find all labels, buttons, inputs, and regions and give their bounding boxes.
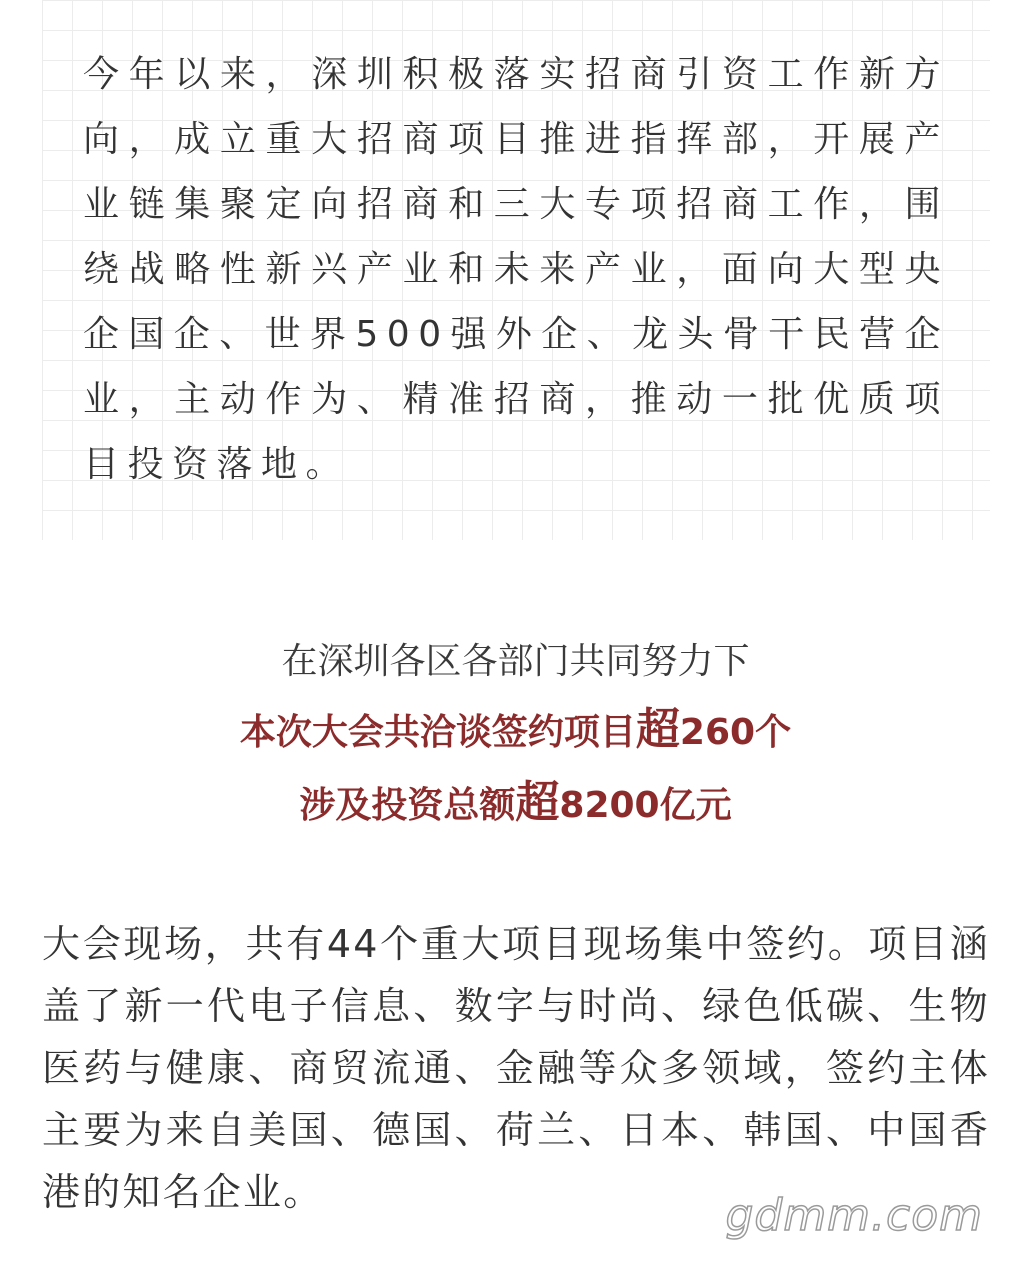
signed-projects-emphasis: 超 xyxy=(635,704,680,755)
watermark-logo: gdmm.com xyxy=(725,1190,983,1241)
investment-total-value: 8200亿元 xyxy=(559,785,732,826)
highlight-signed-projects xyxy=(0,702,1031,761)
signed-projects-label: 本次大会共洽谈签约项目 xyxy=(239,712,636,753)
signed-projects-value: 260个 xyxy=(679,712,792,753)
highlight-intro: 在深圳各区各部门共同努力下 xyxy=(281,641,750,682)
highlight-investment-total xyxy=(0,775,1031,834)
investment-total-label: 涉及投资总额 xyxy=(299,785,516,826)
body-paragraph: 大会现场，共有44个重大项目现场集中签约。项目涵盖了新一代电子信息、数字与时尚、绿色低碳、生物医药与健康、商贸流通、金融等众多领域，签约主体主要为来自美国、德国、荷兰、日本、韩国、中国香港的知名企业。 xyxy=(42,922,990,1214)
investment-total-emphasis: 超 xyxy=(515,777,560,828)
intro-paragraph: 今年以来，深圳积极落实招商引资工作新方向，成立重大招商项目推进指挥部，开展产业链集聚定向招商和三大专项招商工作，围绕战略性新兴产业和未来产业，面向大型央企国企、世界500强外企、龙头骨干民营企业，主动作为、精准招商，推动一批优质项目投资落地。 xyxy=(83,54,949,485)
